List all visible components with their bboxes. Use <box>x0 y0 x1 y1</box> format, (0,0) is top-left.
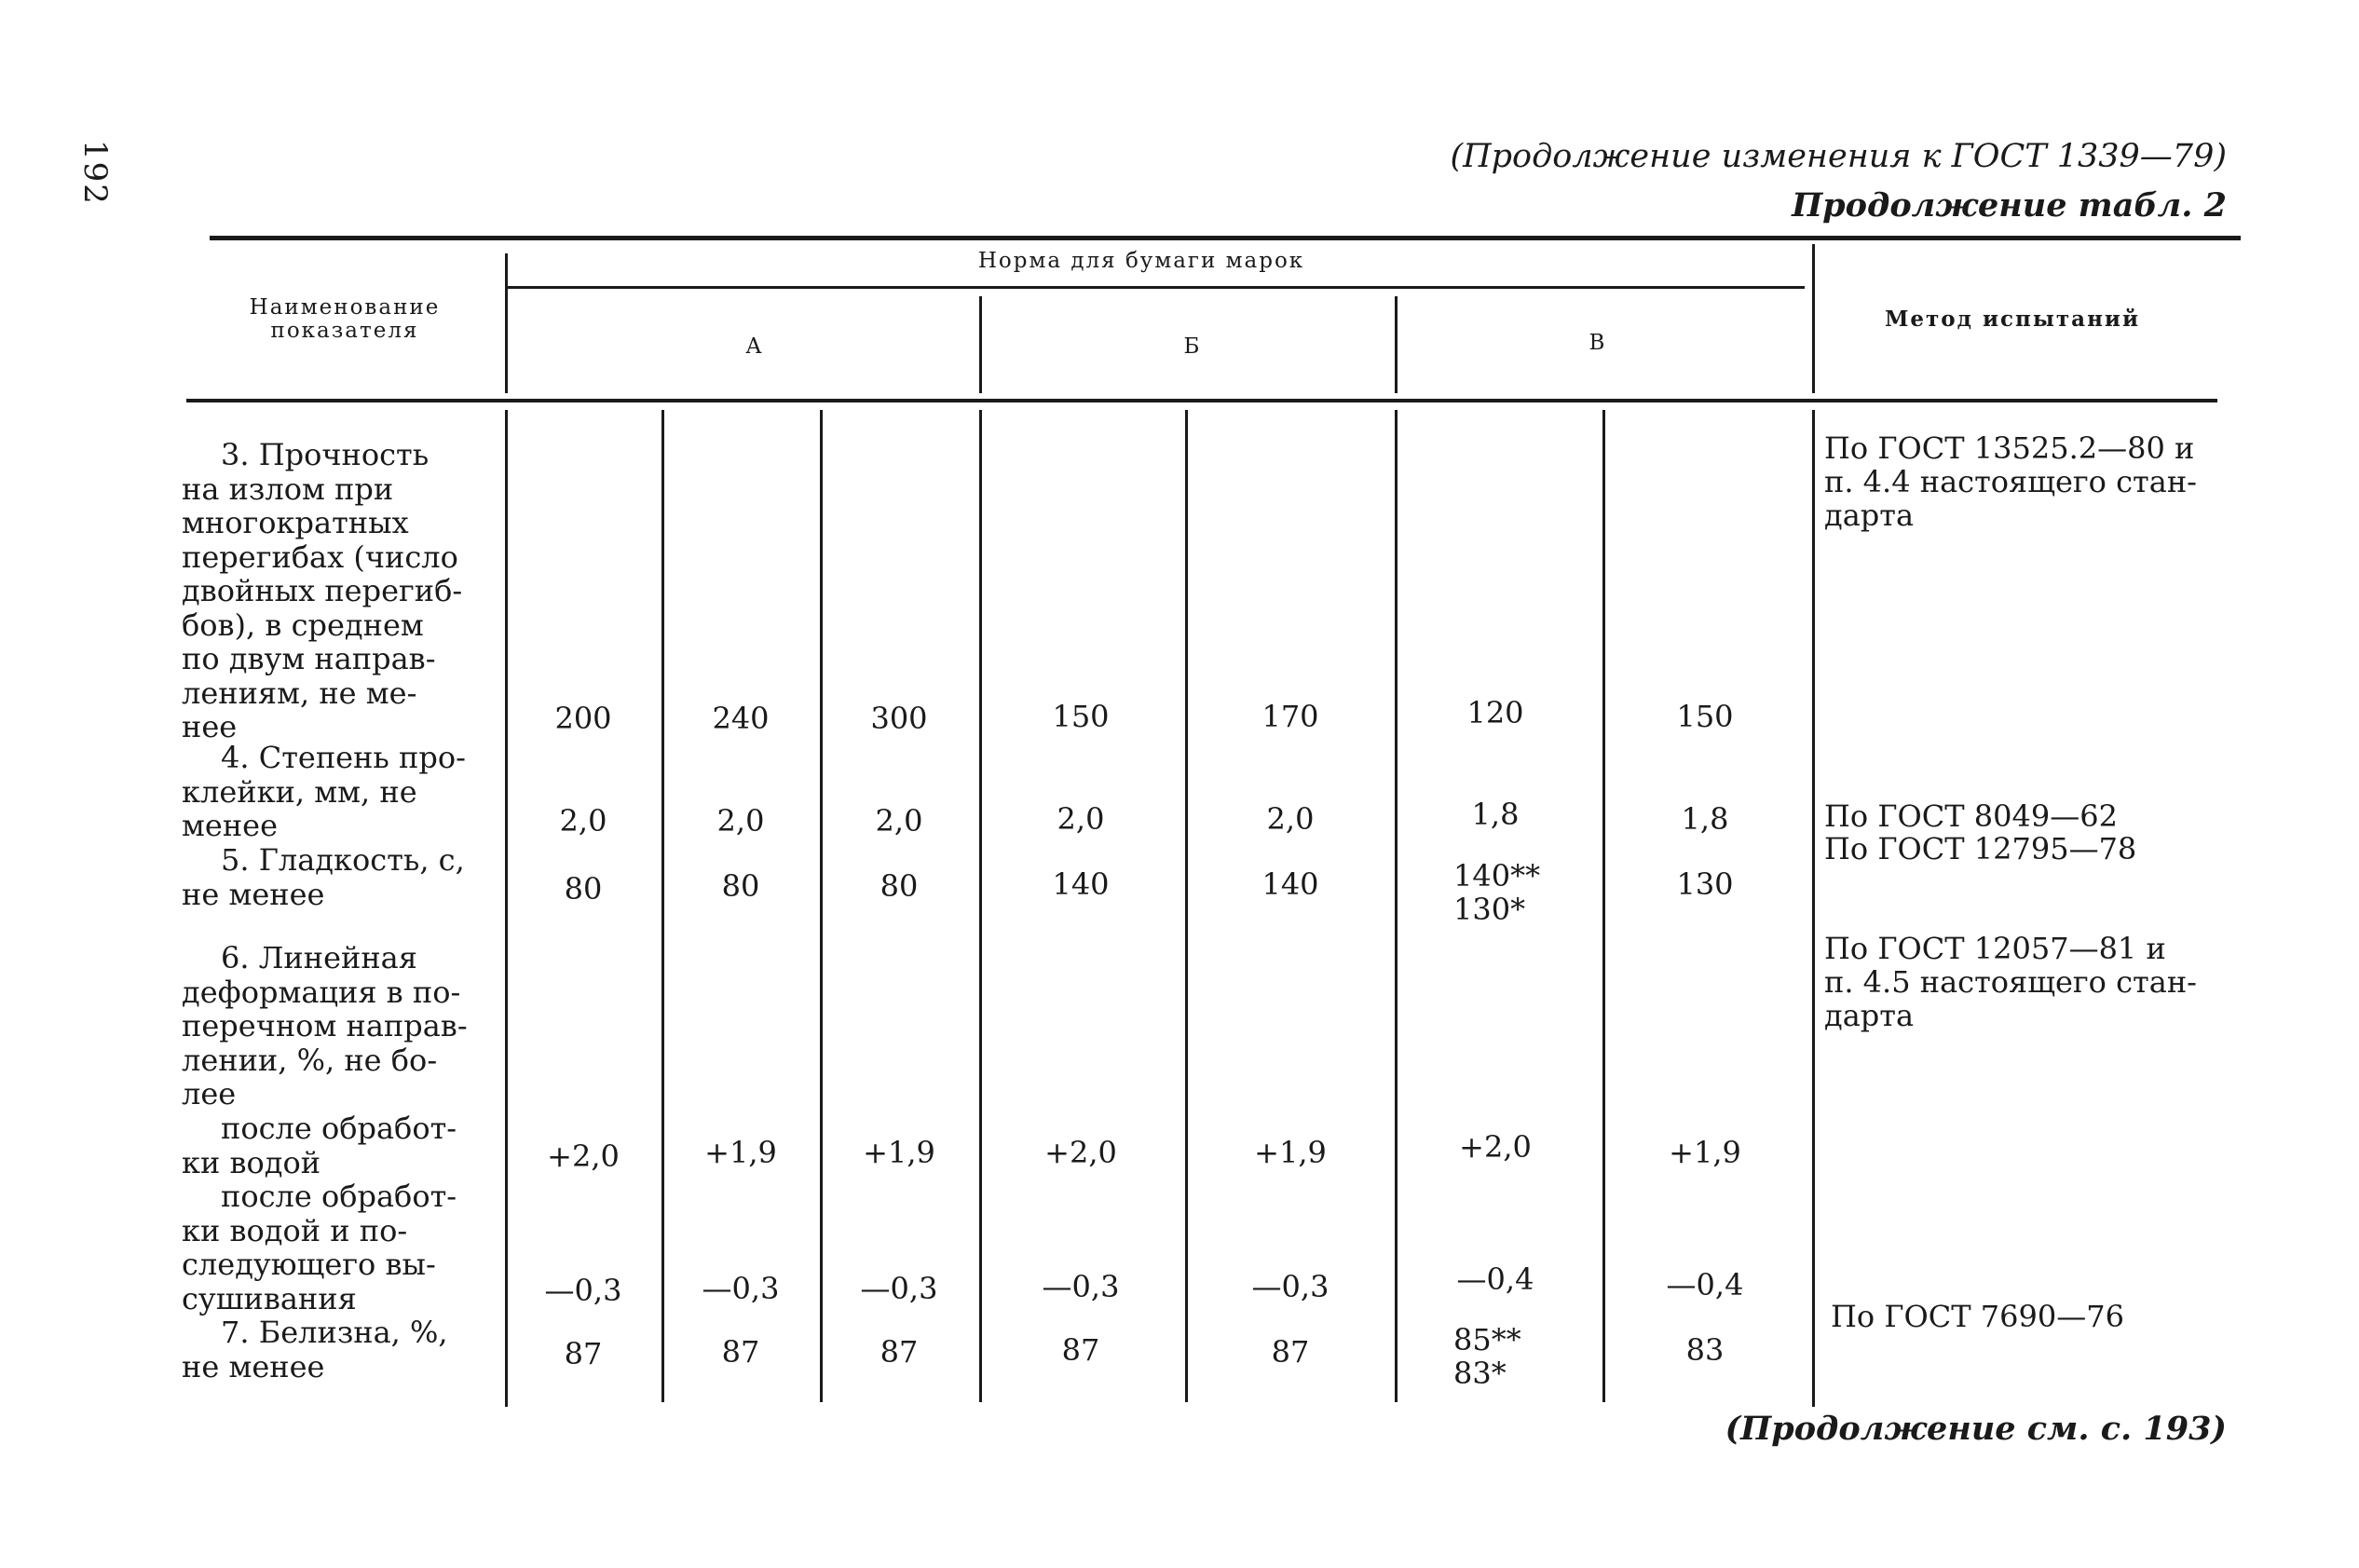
running-header: (Продолжение изменения к ГОСТ 1339—79) <box>1450 138 2227 175</box>
value-cell: +2,0 <box>1459 1129 1532 1165</box>
value-cell: —0,3 <box>1251 1269 1329 1304</box>
body-divider-4 <box>1185 410 1188 1402</box>
value-cell: 2,0 <box>559 803 607 839</box>
value-cell: 300 <box>870 701 928 736</box>
value-cell: +2,0 <box>1044 1135 1117 1170</box>
value-cell: 87 <box>564 1336 603 1371</box>
method-smoothness: По ГОСТ 12795—78 <box>1824 831 2137 866</box>
body-divider-0 <box>505 410 508 1407</box>
value-cell: —0,4 <box>1666 1267 1744 1302</box>
indicator-deformation-dried: после обработ- ки водой и по- следующего вы- сушивания <box>182 1179 457 1316</box>
value-cell: +1,9 <box>704 1135 777 1170</box>
method-deformation: По ГОСТ 12057—81 и п. 4.5 настоящего стан- дарта <box>1824 931 2197 1033</box>
indicator-deformation-water: после обработ- ки водой <box>182 1111 457 1180</box>
body-divider-1 <box>661 410 664 1402</box>
value-cell: 87 <box>1061 1332 1100 1368</box>
value-cell: +1,9 <box>1669 1135 1741 1170</box>
value-cell: 120 <box>1466 695 1524 730</box>
method-fold-strength: По ГОСТ 13525.2—80 и п. 4.4 настоящего стан- дарта <box>1824 430 2197 533</box>
indicator-fold-strength: 3. Прочность на излом при многократных перегибах (число двойных перегиб- бов), в среднем по двум направ- лениям, не ме- нее <box>182 437 463 744</box>
value-cell: 150 <box>1052 699 1110 734</box>
value-cell: 170 <box>1261 699 1319 734</box>
table-top-rule <box>210 236 2241 240</box>
value-cell: 1,8 <box>1681 801 1729 837</box>
value-cell: +1,9 <box>1254 1135 1327 1170</box>
value-cell: 87 <box>721 1334 760 1370</box>
header-method: Метод испытаний <box>1884 307 2141 332</box>
value-cell: 80 <box>880 868 919 904</box>
value-cell: —0,4 <box>1456 1261 1534 1297</box>
value-cell: —0,3 <box>860 1271 938 1306</box>
header-indicator: Наименование показателя <box>249 295 441 343</box>
value-cell: 2,0 <box>716 803 765 839</box>
value-cell: —0,3 <box>702 1271 780 1306</box>
value-cell: 2,0 <box>875 803 923 839</box>
value-cell: 140** 130* <box>1453 858 1541 927</box>
continuation-note: (Продолжение см. с. 193) <box>1725 1410 2227 1448</box>
method-whiteness: По ГОСТ 7690—76 <box>1831 1299 2124 1334</box>
value-cell: +2,0 <box>547 1139 620 1174</box>
value-cell: 140 <box>1261 866 1319 902</box>
body-divider-method <box>1812 410 1815 1407</box>
header-bottom-rule <box>186 399 2217 402</box>
indicator-smoothness: 5. Гладкость, с, не менее <box>182 842 465 912</box>
header-divider-method <box>1812 244 1815 393</box>
value-cell: —0,3 <box>544 1273 622 1308</box>
header-divider-a-b <box>979 296 982 393</box>
body-divider-3 <box>979 410 982 1402</box>
table-caption: Продолжение табл. 2 <box>1792 186 2227 225</box>
value-cell: 1,8 <box>1471 797 1520 832</box>
value-cell: 2,0 <box>1057 801 1105 837</box>
value-cell: 80 <box>564 871 603 907</box>
page-number: 192 <box>76 140 114 206</box>
value-cell: 85** 83* <box>1453 1322 1521 1391</box>
value-cell: +1,9 <box>863 1135 935 1170</box>
header-grade-a: А <box>745 334 764 359</box>
header-divider-1 <box>505 253 508 393</box>
value-cell: 80 <box>721 868 760 904</box>
value-cell: 150 <box>1676 699 1734 734</box>
header-grade-v: В <box>1589 331 1607 355</box>
header-norm-group: Норма для бумаги марок <box>977 249 1305 273</box>
value-cell: 240 <box>712 701 770 736</box>
body-divider-6 <box>1602 410 1605 1402</box>
value-cell: —0,3 <box>1042 1269 1120 1304</box>
header-grade-b: Б <box>1183 334 1202 359</box>
value-cell: 87 <box>880 1334 919 1370</box>
method-sizing: По ГОСТ 8049—62 <box>1824 798 2118 834</box>
value-cell: 140 <box>1052 866 1110 902</box>
value-cell: 87 <box>1271 1334 1310 1370</box>
value-cell: 83 <box>1685 1332 1725 1368</box>
indicator-sizing: 4. Степень про- клейки, мм, не менее <box>182 740 466 843</box>
value-cell: 130 <box>1676 866 1734 902</box>
norm-group-rule <box>508 286 1805 289</box>
indicator-whiteness: 7. Белизна, %, не менее <box>182 1315 448 1384</box>
indicator-deformation: 6. Линейная деформация в по- перечном направ- лении, %, не бо- лее <box>182 940 468 1111</box>
body-divider-5 <box>1395 410 1398 1402</box>
value-cell: 2,0 <box>1266 801 1315 837</box>
body-divider-2 <box>820 410 823 1402</box>
value-cell: 200 <box>554 701 612 736</box>
header-divider-b-v <box>1395 296 1398 393</box>
